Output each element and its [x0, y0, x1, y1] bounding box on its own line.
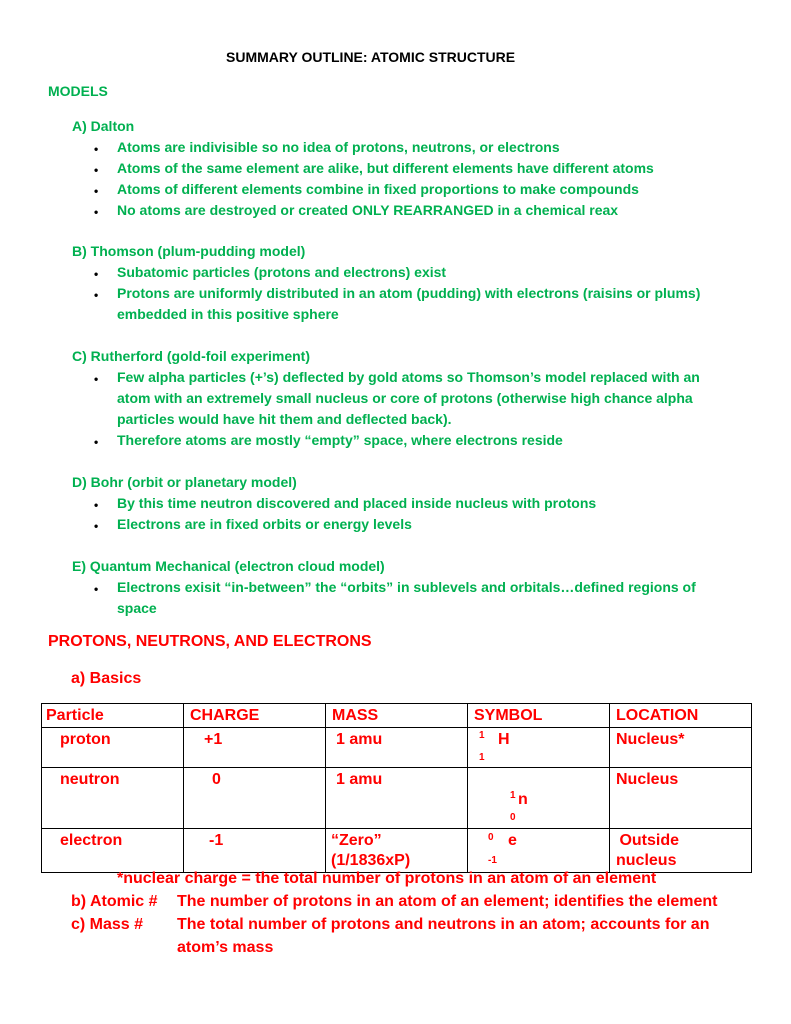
model-heading-rutherford: C) Rutherford (gold-foil experiment) — [72, 348, 310, 364]
mass-value: “Zero” — [331, 832, 382, 849]
rutherford-bullet-1-cont: atom with an extremely small nucleus or core of protons (otherwise high chance alpha — [117, 390, 693, 406]
table-header-cell: MASS — [326, 704, 468, 728]
particle-name: proton — [60, 731, 111, 748]
table-row — [42, 728, 752, 768]
table-row — [42, 829, 752, 873]
mass-value-detail: (1/1836xP) — [331, 852, 411, 869]
symbol-letter: e — [508, 832, 517, 849]
table-header-cell: CHARGE — [184, 704, 326, 728]
table-row — [42, 768, 752, 829]
model-heading-thomson: B) Thomson (plum-pudding model) — [72, 243, 306, 259]
table-header-row — [42, 704, 752, 728]
symbol-atomic-number: 1 — [479, 752, 485, 763]
dalton-bullet-2: Atoms of the same element are alike, but different elements have different atoms — [117, 160, 654, 176]
bullet-icon: • — [94, 142, 99, 156]
location-value-cont: nucleus — [616, 852, 677, 869]
symbol-atomic-number: -1 — [488, 855, 497, 866]
bullet-icon: • — [94, 582, 99, 596]
thomson-bullet-2-cont: embedded in this positive sphere — [117, 306, 339, 322]
mass-number-definition: The total number of protons and neutrons in an atom; accounts for an — [177, 916, 710, 933]
location-value: Nucleus — [616, 771, 679, 788]
rutherford-bullet-1: Few alpha particles (+’s) deflected by gold atoms so Thomson’s model replaced with an — [117, 369, 700, 385]
bullet-icon: • — [94, 163, 99, 177]
model-heading-bohr: D) Bohr (orbit or planetary model) — [72, 474, 297, 490]
rutherford-bullet-2: Therefore atoms are mostly “empty” space, where electrons reside — [117, 432, 563, 448]
nuclear-charge-footnote: *nuclear charge = the total number of protons in an atom of an element — [117, 870, 657, 887]
model-heading-dalton: A) Dalton — [72, 118, 135, 134]
symbol-letter: H — [498, 731, 510, 748]
mass-value: 1 amu — [336, 771, 383, 788]
quantum-bullet-1-cont: space — [117, 600, 157, 616]
bullet-icon: • — [94, 205, 99, 219]
dalton-bullet-1: Atoms are indivisible so no idea of protons, neutrons, or electrons — [117, 139, 560, 155]
model-heading-quantum: E) Quantum Mechanical (electron cloud model) — [72, 558, 385, 574]
particle-table — [41, 703, 752, 873]
quantum-bullet-1: Electrons exisit “in-between” the “orbits” in sublevels and orbitals…defined regions of — [117, 579, 696, 595]
dalton-bullet-4: No atoms are destroyed or created ONLY REARRANGED in a chemical reax — [117, 202, 619, 218]
symbol-mass-number: 0 — [488, 832, 494, 843]
location-value: Outside — [615, 832, 680, 849]
bullet-icon: • — [94, 498, 99, 512]
particle-name: electron — [60, 832, 123, 849]
mass-number-definition-cont: atom’s mass — [177, 939, 274, 956]
thomson-bullet-2: Protons are uniformly distributed in an atom (pudding) with electrons (raisins or plums) — [117, 285, 701, 301]
symbol-mass-number: 1 — [479, 730, 485, 741]
mass-number-label: c) Mass # — [71, 916, 144, 933]
symbol-letter: n — [518, 791, 528, 808]
particle-name: neutron — [60, 771, 120, 788]
table-header-cell: LOCATION — [610, 704, 752, 728]
pne-heading: PROTONS, NEUTRONS, AND ELECTRONS — [48, 633, 372, 650]
table-header-cell: SYMBOL — [468, 704, 610, 728]
page-title: SUMMARY OUTLINE: ATOMIC STRUCTURE — [226, 49, 516, 65]
bullet-icon: • — [94, 435, 99, 449]
symbol-mass-number: 1 — [510, 790, 516, 801]
charge-value: -1 — [209, 832, 224, 849]
bullet-icon: • — [94, 267, 99, 281]
charge-value: 0 — [212, 771, 221, 788]
rutherford-bullet-1-cont2: particles would have hit them and deflected back). — [117, 411, 452, 427]
bullet-icon: • — [94, 519, 99, 533]
mass-value: 1 amu — [336, 731, 383, 748]
bullet-icon: • — [94, 372, 99, 386]
charge-value: +1 — [204, 731, 223, 748]
symbol-atomic-number: 0 — [510, 812, 516, 823]
bullet-icon: • — [94, 184, 99, 198]
bohr-bullet-2: Electrons are in fixed orbits or energy levels — [117, 516, 412, 532]
bullet-icon: • — [94, 288, 99, 302]
basics-heading: a) Basics — [71, 670, 142, 687]
atomic-number-label: b) Atomic # — [71, 893, 158, 910]
thomson-bullet-1: Subatomic particles (protons and electrons) exist — [117, 264, 447, 280]
bohr-bullet-1: By this time neutron discovered and placed inside nucleus with protons — [117, 495, 597, 511]
location-value: Nucleus* — [616, 731, 685, 748]
table-header-cell: Particle — [42, 704, 184, 728]
models-heading: MODELS — [48, 83, 108, 99]
dalton-bullet-3: Atoms of different elements combine in fixed proportions to make compounds — [117, 181, 639, 197]
atomic-number-definition: The number of protons in an atom of an element; identifies the element — [177, 893, 718, 910]
